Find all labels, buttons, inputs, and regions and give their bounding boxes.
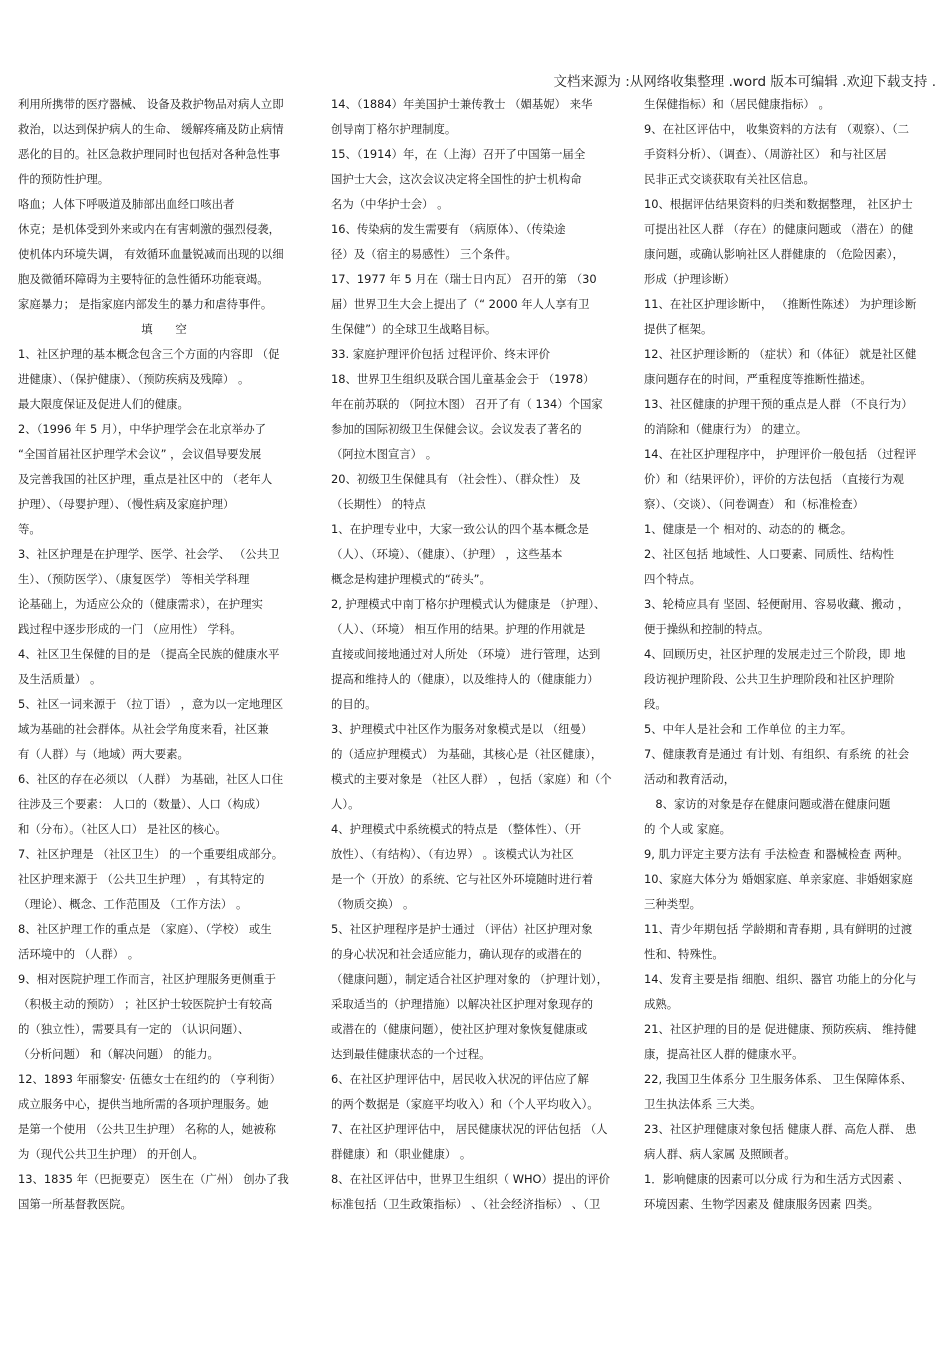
text-line: 的 个人或 家庭。 xyxy=(644,822,731,836)
text-line: 8、家访的对象是存在健康问题或潜在健康问题 xyxy=(644,797,891,811)
text-line: 的目的。 xyxy=(331,697,377,711)
text-line: 环境因素、生物学因素及 健康服务因素 四类。 xyxy=(644,1197,880,1211)
text-line: （人）、（环境） 相互作用的结果。护理的作用就是 xyxy=(331,622,586,636)
text-line: 6、在社区护理评估中，居民收入状况的评估应了解 xyxy=(331,1072,589,1086)
text-line: 11、在社区护理诊断中， （推断性陈述） 为护理诊断 xyxy=(644,297,917,311)
text-line: 达到最佳健康状态的一个过程。 xyxy=(331,1047,491,1061)
text-line: 的身心状况和社会适应能力，确认现存的或潜在的 xyxy=(331,947,582,961)
text-line: 创导南丁格尔护理制度。 xyxy=(331,122,457,136)
text-line: 三种类型。 xyxy=(644,897,701,911)
text-line: 直接或间接地通过对人所处 （环境） 进行管理，达到 xyxy=(331,647,601,661)
text-line: 生保健指标）和（居民健康指标） 。 xyxy=(644,97,830,111)
text-line: 恶化的目的。社区急救护理同时也包括对各种急性事 xyxy=(18,147,280,161)
text-line: 践过程中逐步形成的一门 （应用性） 学科。 xyxy=(18,622,242,636)
text-line: （长期性） 的特点 xyxy=(331,497,426,511)
text-line: 群健康）和（职业健康） 。 xyxy=(331,1147,472,1161)
text-line: 5、社区一词来源于 （拉丁语） ，意为以一定地理区 xyxy=(18,697,284,711)
text-line: 康，提高社区人群的健康水平。 xyxy=(644,1047,804,1061)
text-line: 2、（1996 年 5 月），中华护理学会在北京举办了 xyxy=(18,422,266,436)
text-line: 16、传染病的发生需要有 （病原体）、（传染途 xyxy=(331,222,566,236)
text-line: 卫生执法体系 三大类。 xyxy=(644,1097,762,1111)
text-line: （积极主动的预防） ；社区护士较医院护士有较高 xyxy=(18,997,273,1011)
text-line: 7、社区护理是 （社区卫生） 的一个重要组成部分。 xyxy=(18,847,284,861)
text-line: 模式的主要对象是 （社区人群） ，包括（家庭）和（个 xyxy=(331,772,612,786)
text-line: （理论）、概念、工作范围及 （工作方法） 。 xyxy=(18,897,248,911)
text-line: 年在前苏联的 （阿拉木图） 召开了有（ 134）个国家 xyxy=(331,397,603,411)
text-line: （健康问题），制定适合社区护理对象的 （护理计划）， xyxy=(331,972,608,986)
text-line: 放性）、（有结构）、（有边界） 。该模式认为社区 xyxy=(331,847,574,861)
text-line: 段。 xyxy=(644,697,667,711)
text-line: 2、社区包括 地域性、人口要素、同质性、结构性 xyxy=(644,547,895,561)
text-line: 域为基础的社会群体。从社会学角度来看，社区兼 xyxy=(18,722,269,736)
text-line: 成立服务中心，提供当地所需的各项护理服务。她 xyxy=(18,1097,269,1111)
text-line: 17、1977 年 5 月在（瑞士日内瓦） 召开的第 （30 xyxy=(331,272,597,286)
text-line: “全国首届社区护理学术会议” ，会议倡导要发展 xyxy=(18,447,262,461)
text-line: 的两个数据是（家庭平均收入）和（个人平均收入）。 xyxy=(331,1097,599,1111)
text-line: 胞及微循环障碍为主要特征的急性循环功能衰竭。 xyxy=(18,272,269,286)
text-line: 填 空 xyxy=(141,322,187,336)
column-1 xyxy=(18,92,310,1217)
text-line: 康问题存在的时间，严重程度等推断性描述。 xyxy=(644,372,872,386)
text-line: 等。 xyxy=(18,522,41,536)
text-line: 护理）、（母婴护理）、（慢性病及家庭护理） xyxy=(18,497,235,511)
text-line: 13、社区健康的护理干预的重点是人群 （不良行为） xyxy=(644,397,913,411)
text-line: 14、发育主要是指 细胞、组织、器官 功能上的分化与 xyxy=(644,972,917,986)
text-line: 4、回顾历史，社区护理的发展走过三个阶段，即 地 xyxy=(644,647,906,661)
text-line: 最大限度保证及促进人们的健康。 xyxy=(18,397,189,411)
text-line: （阿拉木图宣言） 。 xyxy=(331,447,438,461)
text-line: 是一个（开放）的系统、它与社区外环境随时进行着 xyxy=(331,872,593,886)
text-line: 利用所携带的医疗器械、 设备及救护物品对病人立即 xyxy=(18,97,284,111)
text-line: 救治，以达到保护病人的生命、 缓解疼痛及防止病情 xyxy=(18,122,284,136)
text-line: 是第一个使用 （公共卫生护理） 名称的人，她被称 xyxy=(18,1122,276,1136)
text-line: 2, 护理模式中南丁格尔护理模式认为健康是 （护理）、 xyxy=(331,597,606,611)
text-line: 家庭暴力； 是指家庭内部发生的暴力和虐待事件。 xyxy=(18,297,273,311)
text-line: 22, 我国卫生体系分 卫生服务体系、 卫生保障体系、 xyxy=(644,1072,913,1086)
text-line: 使机体内环境失调， 有效循环血量锐减而出现的以细 xyxy=(18,247,284,261)
text-line: 国第一所基督教医院。 xyxy=(18,1197,132,1211)
text-line: 生保健”）的全球卫生战略目标。 xyxy=(331,322,497,336)
text-line: 的（独立性），需要具有一定的 （认识问题）、 xyxy=(18,1022,250,1036)
text-line: 径）及（宿主的易感性） 三个条件。 xyxy=(331,247,517,261)
text-line: 20、初级卫生保健具有 （社会性）、（群众性） 及 xyxy=(331,472,581,486)
text-line: 1、社区护理的基本概念包含三个方面的内容即 （促 xyxy=(18,347,280,361)
text-line: 手资料分析）、（调查）、（周游社区） 和与社区居 xyxy=(644,147,887,161)
text-line: 9、在社区评估中， 收集资料的方法有 （观察）、（二 xyxy=(644,122,910,136)
text-line: 社区护理来源于 （公共卫生护理） ，有其特定的 xyxy=(18,872,265,886)
text-line: 8、社区护理工作的重点是 （家庭）、（学校） 或生 xyxy=(18,922,272,936)
text-line: 10、家庭大体分为 婚姻家庭、单亲家庭、非婚姻家庭 xyxy=(644,872,913,886)
text-line: 四个特点。 xyxy=(644,572,701,586)
text-line: 14、在社区护理程序中， 护理评价一般包括 （过程评 xyxy=(644,447,917,461)
text-line: 12、社区护理诊断的 （症状）和（体征） 就是社区健 xyxy=(644,347,917,361)
text-line: 提供了框架。 xyxy=(644,322,713,336)
text-line: 病人群、病人家属 及照顾者。 xyxy=(644,1147,796,1161)
text-line: 9, 肌力评定主要方法有 手法检查 和器械检查 两种。 xyxy=(644,847,909,861)
text-line: 18、世界卫生组织及联合国儿童基金会于 （1978） xyxy=(331,372,595,386)
text-line: 名为（中华护士会） 。 xyxy=(331,197,449,211)
text-line: 康问题，或确认影响社区人群健康的 （危险因素）， xyxy=(644,247,904,261)
text-line: 察）、（交谈）、（问卷调查） 和（标准检查） xyxy=(644,497,865,511)
text-line: 21、社区护理的目的是 促进健康、预防疾病、 维持健 xyxy=(644,1022,917,1036)
text-line: 的消除和（健康行为） 的建立。 xyxy=(644,422,808,436)
text-line: 或潜在的（健康问题），使社区护理对象恢复健康或 xyxy=(331,1022,588,1036)
text-line: 人）。 xyxy=(331,797,360,811)
text-line: 11、青少年期包括 学龄期和青春期 , 具有鲜明的过渡 xyxy=(644,922,913,936)
text-line: 1、在护理专业中，大家一致公认的四个基本概念是 xyxy=(331,522,589,536)
text-line: 1、健康是一个 相对的、动态的的 概念。 xyxy=(644,522,853,536)
text-line: 形成（护理诊断） xyxy=(644,272,736,286)
text-line: 10、根据评估结果资料的归类和数据整理， 社区护士 xyxy=(644,197,913,211)
text-line: 5、社区护理程序是护士通过 （评估）社区护理对象 xyxy=(331,922,593,936)
text-line: 提高和维持人的（健康），以及维持人的（健康能力） xyxy=(331,672,599,686)
text-line: 14、（1884）年美国护士兼传教士 （媚基妮） 来华 xyxy=(331,97,593,111)
text-line: 及生活质量） 。 xyxy=(18,672,102,686)
text-line: 咯血；人体下呼吸道及肺部出血经口咳出者 xyxy=(18,197,235,211)
text-line: （人）、（环境）、（健康）、（护理） ，这些基本 xyxy=(331,547,563,561)
text-line: 13、1835 年（巴扼要克） 医生在（广州） 创办了我 xyxy=(18,1172,289,1186)
text-line: 1．影响健康的因素可以分成 行为和生活方式因素 、 xyxy=(644,1172,910,1186)
text-line: 和（分布）。（社区人口） 是社区的核心。 xyxy=(18,822,227,836)
text-line: 7、在社区护理评估中， 居民健康状况的评估包括 （人 xyxy=(331,1122,608,1136)
text-line: 活环境中的 （人群） 。 xyxy=(18,947,140,961)
text-line: 采取适当的（护理措施）以解决社区护理对象现存的 xyxy=(331,997,593,1011)
text-line: 12、1893 年丽黎安· 伍德女士在纽约的 （亨利街） xyxy=(18,1072,281,1086)
text-line: 4、护理模式中系统模式的特点是 （整体性）、（开 xyxy=(331,822,582,836)
text-line: 6、社区的存在必须以 （人群） 为基础，社区人口住 xyxy=(18,772,284,786)
text-line: 论基础上，为适应公众的（健康需求），在护理实 xyxy=(18,597,263,611)
text-line: 休克；是机体受到外来或内在有害刺激的强烈侵袭， xyxy=(18,222,280,236)
text-line: 有（人群）与（地域）两大要素。 xyxy=(18,747,189,761)
text-line: 3、护理模式中社区作为服务对象模式是以 （纽曼） xyxy=(331,722,593,736)
text-line: 3、社区护理是在护理学、医学、社会学、 （公共卫 xyxy=(18,547,280,561)
text-line: 参加的国际初级卫生保健会议。会议发表了著名的 xyxy=(331,422,582,436)
text-line: 成熟。 xyxy=(644,997,679,1011)
text-line: 15、（1914）年，在（上海）召开了中国第一届全 xyxy=(331,147,586,161)
text-line: 价）和（结果评价），评价的方法包括 （直接行为观 xyxy=(644,472,904,486)
text-line: 可提出社区人群 （存在）的健康问题或 （潜在）的健 xyxy=(644,222,914,236)
text-line: 8、在社区评估中，世界卫生组织（ WHO）提出的评价 xyxy=(331,1172,610,1186)
text-line: 段访视护理阶段、公共卫生护理阶段和社区护理阶 xyxy=(644,672,895,686)
text-line: 23、社区护理健康对象包括 健康人群、高危人群、 患 xyxy=(644,1122,917,1136)
column-3 xyxy=(644,92,936,1217)
text-line: （分析问题） 和（解决问题） 的能力。 xyxy=(18,1047,219,1061)
text-line: 概念是构建护理模式的“砖头”。 xyxy=(331,572,491,586)
text-line: 件的预防性护理。 xyxy=(18,172,110,186)
text-line: 届）世界卫生大会上提出了（“ 2000 年人人享有卫 xyxy=(331,297,590,311)
text-line: 的（适应护理模式） 为基础，其核心是（社区健康）， xyxy=(331,747,603,761)
text-line: 5、中年人是社会和 工作单位 的主力军。 xyxy=(644,722,853,736)
text-line: 9、相对医院护理工作而言，社区护理服务更侧重于 xyxy=(18,972,276,986)
text-line: 33. 家庭护理评价包括 过程评价、终末评价 xyxy=(331,347,550,361)
text-line: 生）、（预防医学）、（康复医学） 等相关学科理 xyxy=(18,572,250,586)
text-line: 往涉及三个要素： 人口的（数量）、人口（构成） xyxy=(18,797,267,811)
source-note: 文档来源为 :从网络收集整理 .word 版本可编辑 .欢迎下载支持 . xyxy=(553,74,936,90)
column-2 xyxy=(331,92,623,1217)
text-line: 3、轮椅应具有 坚固、轻便耐用、容易收藏、搬动 ， xyxy=(644,597,910,611)
text-line: 进健康）、（保护健康）、（预防疾病及残障） 。 xyxy=(18,372,250,386)
text-line: 及完善我国的社区护理，重点是社区中的 （老年人 xyxy=(18,472,273,486)
text-line: 标准包括（卫生政策指标） 、（社会经济指标） 、（卫 xyxy=(331,1197,601,1211)
text-line: 活动和教育活动， xyxy=(644,772,736,786)
text-line: 为（现代公共卫生护理） 的开创人。 xyxy=(18,1147,204,1161)
text-line: 性和、特殊性。 xyxy=(644,947,724,961)
text-line: 民非正式交谈获取有关社区信息。 xyxy=(644,172,815,186)
text-line: （物质交换） 。 xyxy=(331,897,415,911)
text-line: 4、社区卫生保健的目的是 （提高全民族的健康水平 xyxy=(18,647,280,661)
text-line: 国护士大会，这次会议决定将全国性的护士机构命 xyxy=(331,172,582,186)
text-line: 便于操纵和控制的特点。 xyxy=(644,622,770,636)
text-line: 7、健康教育是通过 有计划、有组织、有系统 的社会 xyxy=(644,747,910,761)
